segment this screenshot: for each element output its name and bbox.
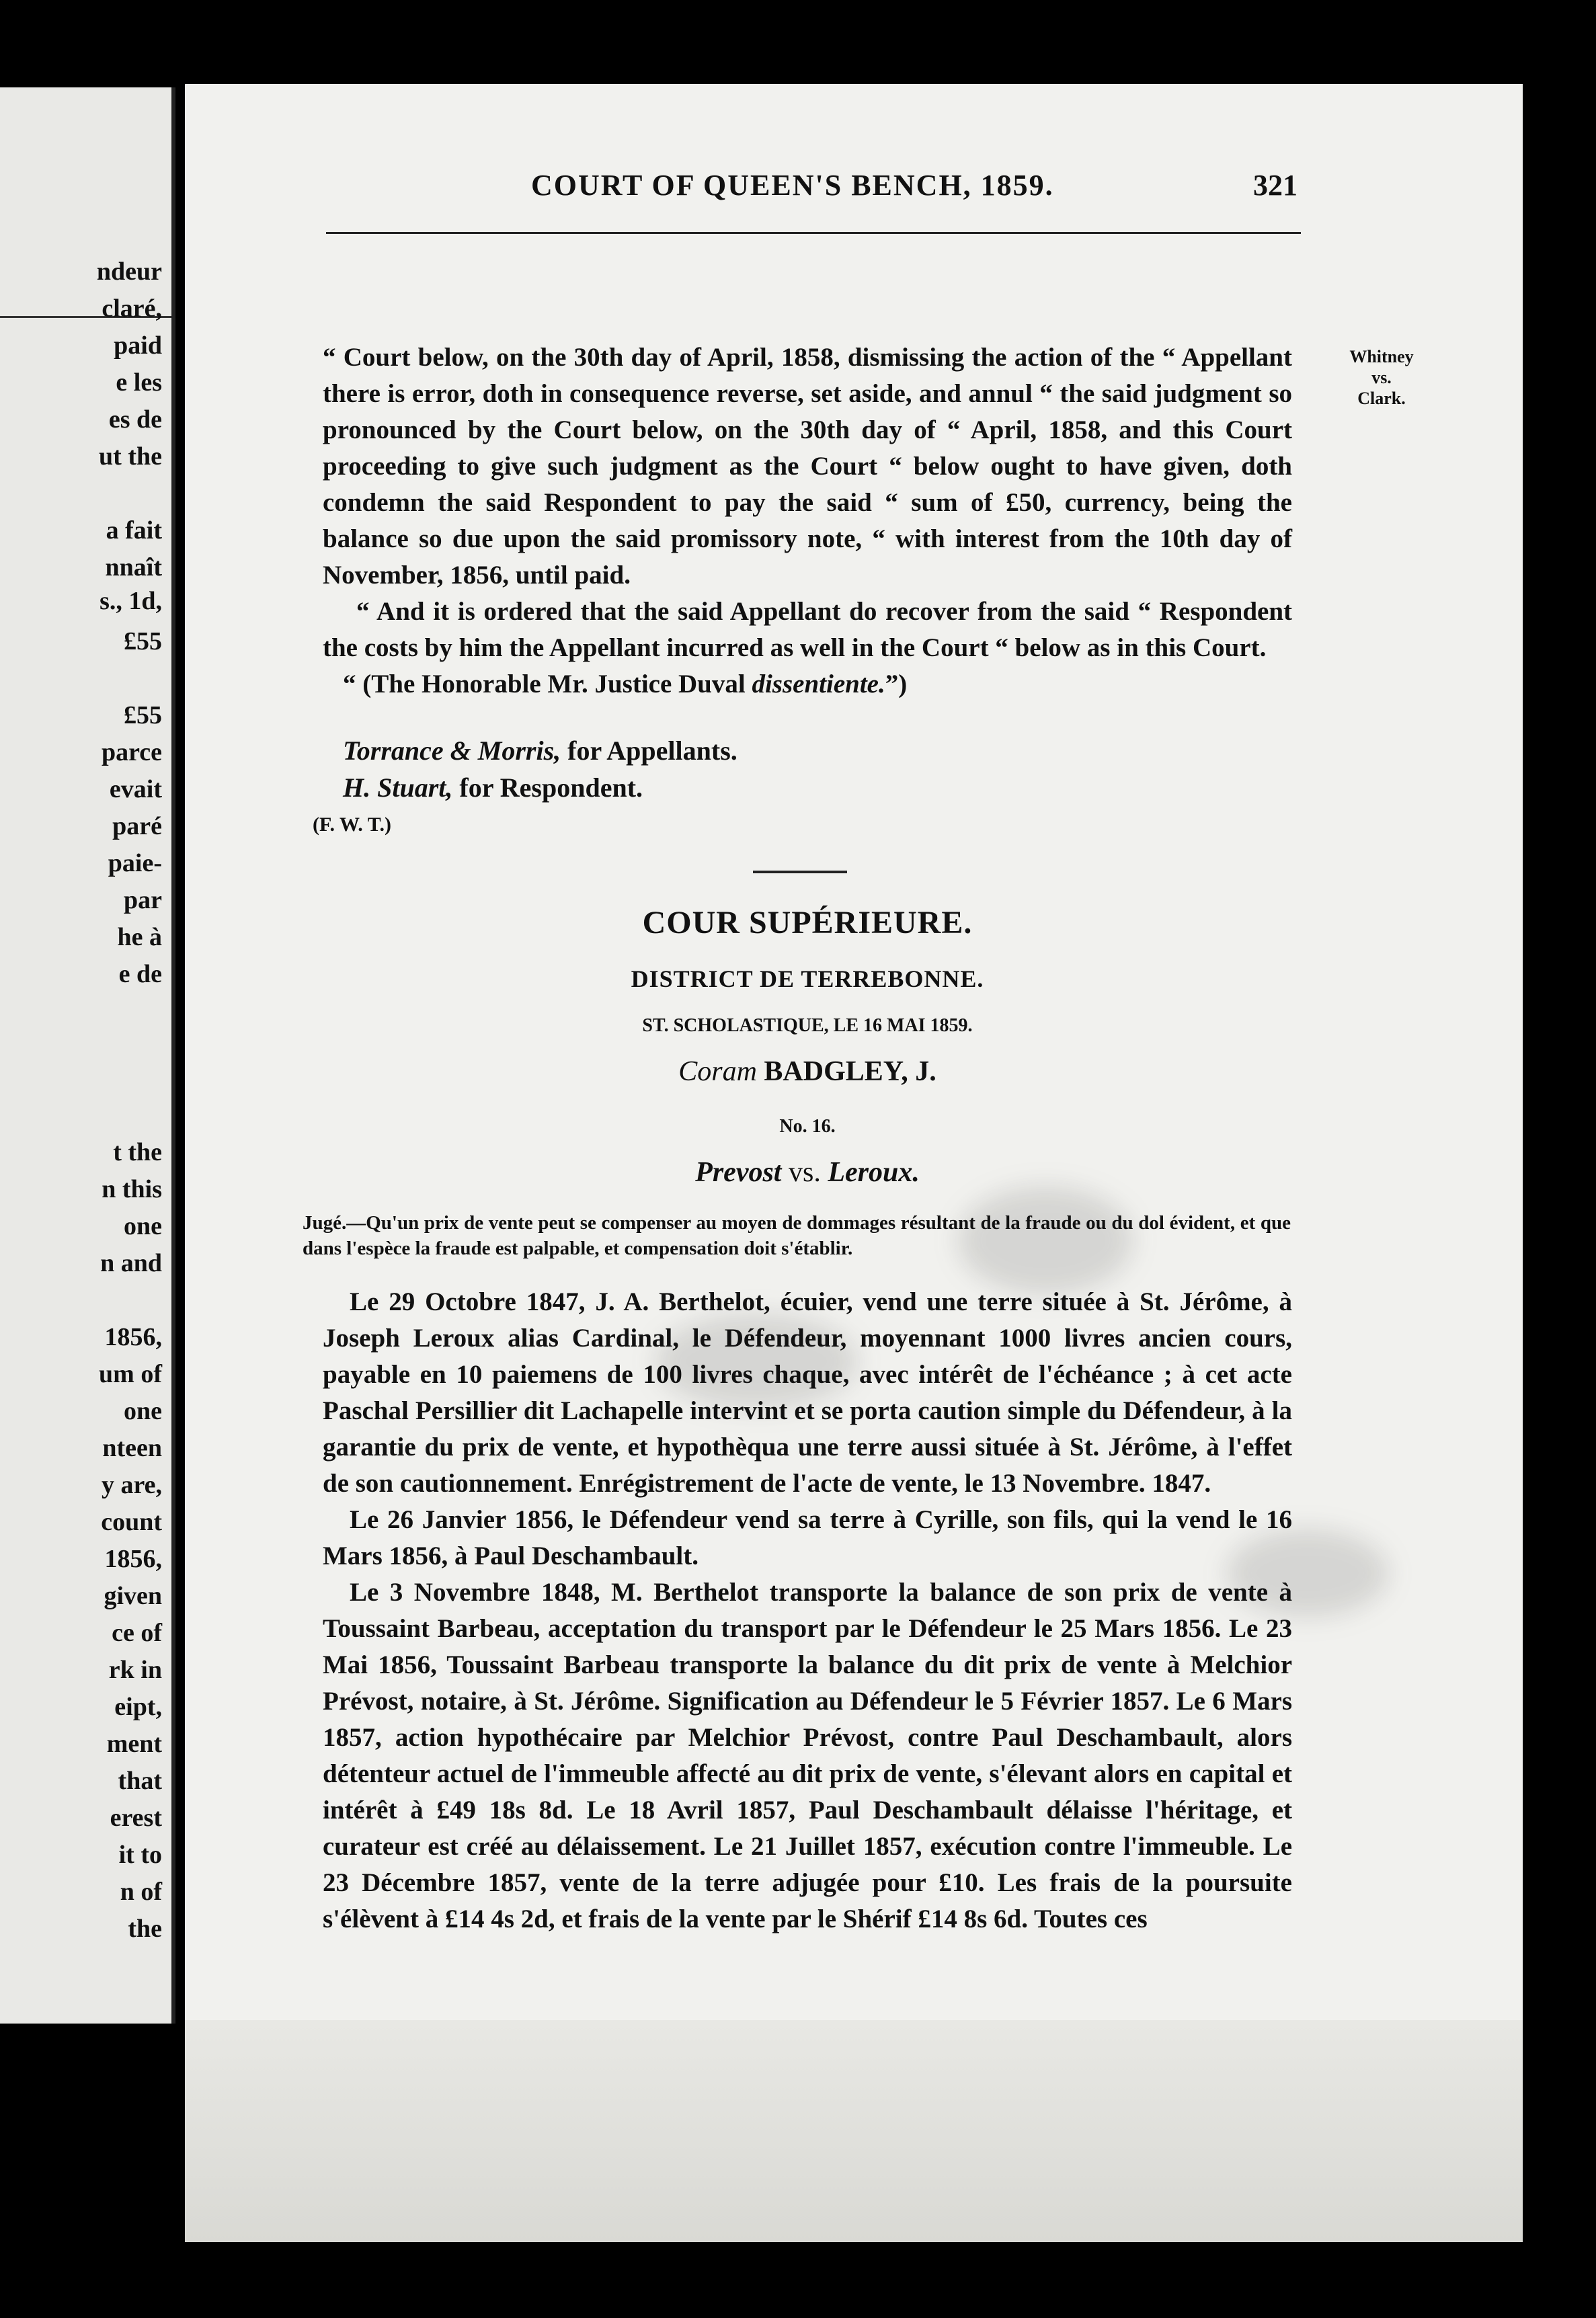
place-date: ST. SCHOLASTIQUE, LE 16 MAI 1859. — [642, 1015, 973, 1036]
facing-page-line: es de — [108, 405, 162, 434]
facing-page-line: n this — [102, 1175, 162, 1203]
facing-page-line: count — [101, 1508, 162, 1536]
body-paragraph: Le 3 Novembre 1848, M. Berthelot transporte la balance de son prix de vente à Toussaint Barbeau, acceptation du transport par le Défendeur le 25 Mars 1856. Le 23 Mai 1856, Toussaint Barbeau transporte la balance du dit prix de vente à Melchior Prévost, notaire, à St. Jérôme. Signification au Défendeur le 5 Février 1857. Le 6 Mars 1857, action hypothécaire par Melchior Prévost, contre Paul Deschambault, alors détenteur actuel de l'immeuble affecté au dit prix de vente, s'élevant alors en capital et intérêt à £49 18s 8d. Le 18 Avril 1857, Paul Deschambault délaisse l'héritage, et curateur est créé au délaissement. Le 21 Juillet 1857, exécution contre l'immeuble. Le 23 Décembre 1857, vente de la terre adjugée pour £10. Les frais de la poursuite s'élèvent à £14 4s 2d, et frais de la vente par le Shérif £14 8s 6d. Toutes ces — [323, 1578, 1292, 1933]
facing-page-line: um of — [99, 1360, 162, 1388]
coram-word: Coram — [678, 1056, 757, 1087]
appellant-counsel — [343, 735, 737, 766]
facing-page-line: rk in — [108, 1656, 162, 1684]
facing-page-fragment — [0, 87, 175, 2024]
respondent-counsel — [343, 772, 643, 803]
sidenote-line: Whitney — [1349, 347, 1414, 366]
appellant-role: for Appellants. — [567, 735, 737, 766]
respondent-role: for Respondent. — [459, 772, 643, 803]
facing-page-line: e les — [116, 368, 162, 397]
dissent-word: dissentiente. — [752, 670, 885, 698]
sidenote-line: Clark. — [1357, 389, 1406, 409]
facing-page-line: £55 — [124, 701, 162, 729]
stain — [319, 2067, 575, 2175]
facing-page-line: e de — [118, 960, 162, 988]
court-heading: COUR SUPÉRIEURE. — [642, 905, 973, 941]
body-paragraph: Le 26 Janvier 1856, le Défendeur vend sa terre à Cyrille, son fils, qui la vend le 16 Mars 1856, à Paul Deschambault. — [323, 1505, 1292, 1570]
page-number: 321 — [1253, 169, 1298, 202]
reporter-initials: (F. W. T.) — [313, 813, 391, 836]
page-header — [350, 168, 1298, 208]
facing-page-line: s., 1d, — [99, 587, 162, 615]
facing-page-line: claré, — [102, 294, 162, 323]
facing-page-line: n and — [100, 1249, 162, 1277]
facing-page-line: nnaît — [105, 553, 162, 582]
facing-page-line: paré — [112, 812, 162, 840]
judgment-text — [323, 339, 1292, 703]
facing-page-line: n of — [120, 1878, 162, 1906]
facing-page-line: it to — [118, 1841, 162, 1869]
plaintiff-name: Prevost — [695, 1157, 782, 1188]
headnote: Jugé.—Qu'un prix de vente peut se compenser au moyen de dommages résultant de la fraude ou du dol évident, et que dans l'espèce la fraude est palpable, et compensation doit s'établir. — [303, 1212, 1291, 1259]
facing-page-line: paie- — [108, 849, 162, 877]
appellant-firm: Torrance & Morris, — [343, 735, 561, 766]
judgment-paragraph: “ And it is ordered that the said Appellant do recover from the said “ Respondent the costs by him the Appellant incurred as well in the Court “ below as in this Court. — [323, 597, 1292, 662]
judgment-paragraph: “ Court below, on the 30th day of April, 1858, dismissing the action of the “ Appellant there is error, doth in consequence reverse, set aside, and annul “ the said judgment so pronounced by the Court below, on the 30th day of “ April, 1858, and this Court proceeding to give such judgment as the Court “ below ought to have given, doth condemn the said Respondent to pay the said “ sum of £50, currency, being the balance so due upon the said promissory note, “ with interest from the 10th day of November, 1856, until paid. — [323, 343, 1292, 590]
coram-judge: BADGLEY, J. — [764, 1056, 936, 1087]
facing-page-line: one — [124, 1212, 162, 1240]
stain — [1025, 2087, 1308, 2188]
facing-page-line: ndeur — [96, 257, 162, 286]
facing-page-line: evait — [109, 775, 162, 803]
facing-page-line: nteen — [102, 1434, 162, 1462]
defendant-name: Leroux. — [828, 1157, 920, 1188]
header-rule — [326, 232, 1301, 234]
running-head: COURT OF QUEEN'S BENCH, 1859. — [531, 169, 1054, 202]
facing-page-line: one — [124, 1397, 162, 1425]
district-heading: DISTRICT DE TERREBONNE. — [631, 965, 984, 992]
facing-page-line: ce of — [112, 1619, 162, 1647]
section-separator — [753, 871, 847, 873]
versus: vs. — [788, 1157, 821, 1188]
margin-sidenote — [1334, 346, 1429, 409]
facing-page-line: eipt, — [114, 1693, 162, 1721]
facing-page-line: paid — [114, 331, 162, 360]
facing-page-line: 1856, — [104, 1323, 162, 1351]
facing-page-line: t the — [113, 1138, 162, 1166]
dissent-post: ”) — [885, 670, 908, 698]
facing-page-line: erest — [110, 1804, 162, 1832]
facing-page-line: parce — [101, 738, 162, 766]
respondent-name: H. Stuart, — [343, 772, 453, 803]
sidenote-line: vs. — [1371, 368, 1392, 388]
facing-page-line: he à — [117, 923, 162, 951]
body-paragraph: Le 29 Octobre 1847, J. A. Berthelot, écuier, vend une terre située à St. Jérôme, à Joseph Leroux alias Cardinal, le Défendeur, moyennant 1000 livres ancien cours, payable en 10 paiemens de 100 livres chaque, avec intérêt de l'échéance ; à cet acte Paschal Persillier dit Lachapelle intervint et se porta caution simple du Défendeur, à la garantie du prix de vente, et hypothèqua une terre aussi située à St. Jérôme, à l'effet de son cautionnement. Enrégistrement de l'acte de vente, le 13 Novembre. 1847. — [323, 1287, 1292, 1498]
facing-page-line: ment — [106, 1730, 162, 1758]
case-number: No. 16. — [779, 1116, 836, 1137]
facing-page-line: £55 — [124, 627, 162, 655]
facing-page-line: 1856, — [104, 1545, 162, 1573]
dissent-note — [323, 666, 1292, 703]
coram-line — [323, 1055, 1292, 1088]
case-body — [323, 1284, 1292, 1937]
facing-page-line: y are, — [101, 1471, 162, 1499]
facing-page-line: par — [124, 886, 162, 914]
facing-page-line: given — [104, 1582, 162, 1610]
facing-page-line: ut the — [99, 442, 162, 471]
facing-page-line: a fait — [106, 516, 162, 545]
facing-page-line: the — [128, 1915, 162, 1943]
dissent-pre: “ (The Honorable Mr. Justice Duval — [343, 670, 752, 698]
case-title — [323, 1156, 1292, 1189]
facing-page-line: that — [118, 1767, 162, 1795]
